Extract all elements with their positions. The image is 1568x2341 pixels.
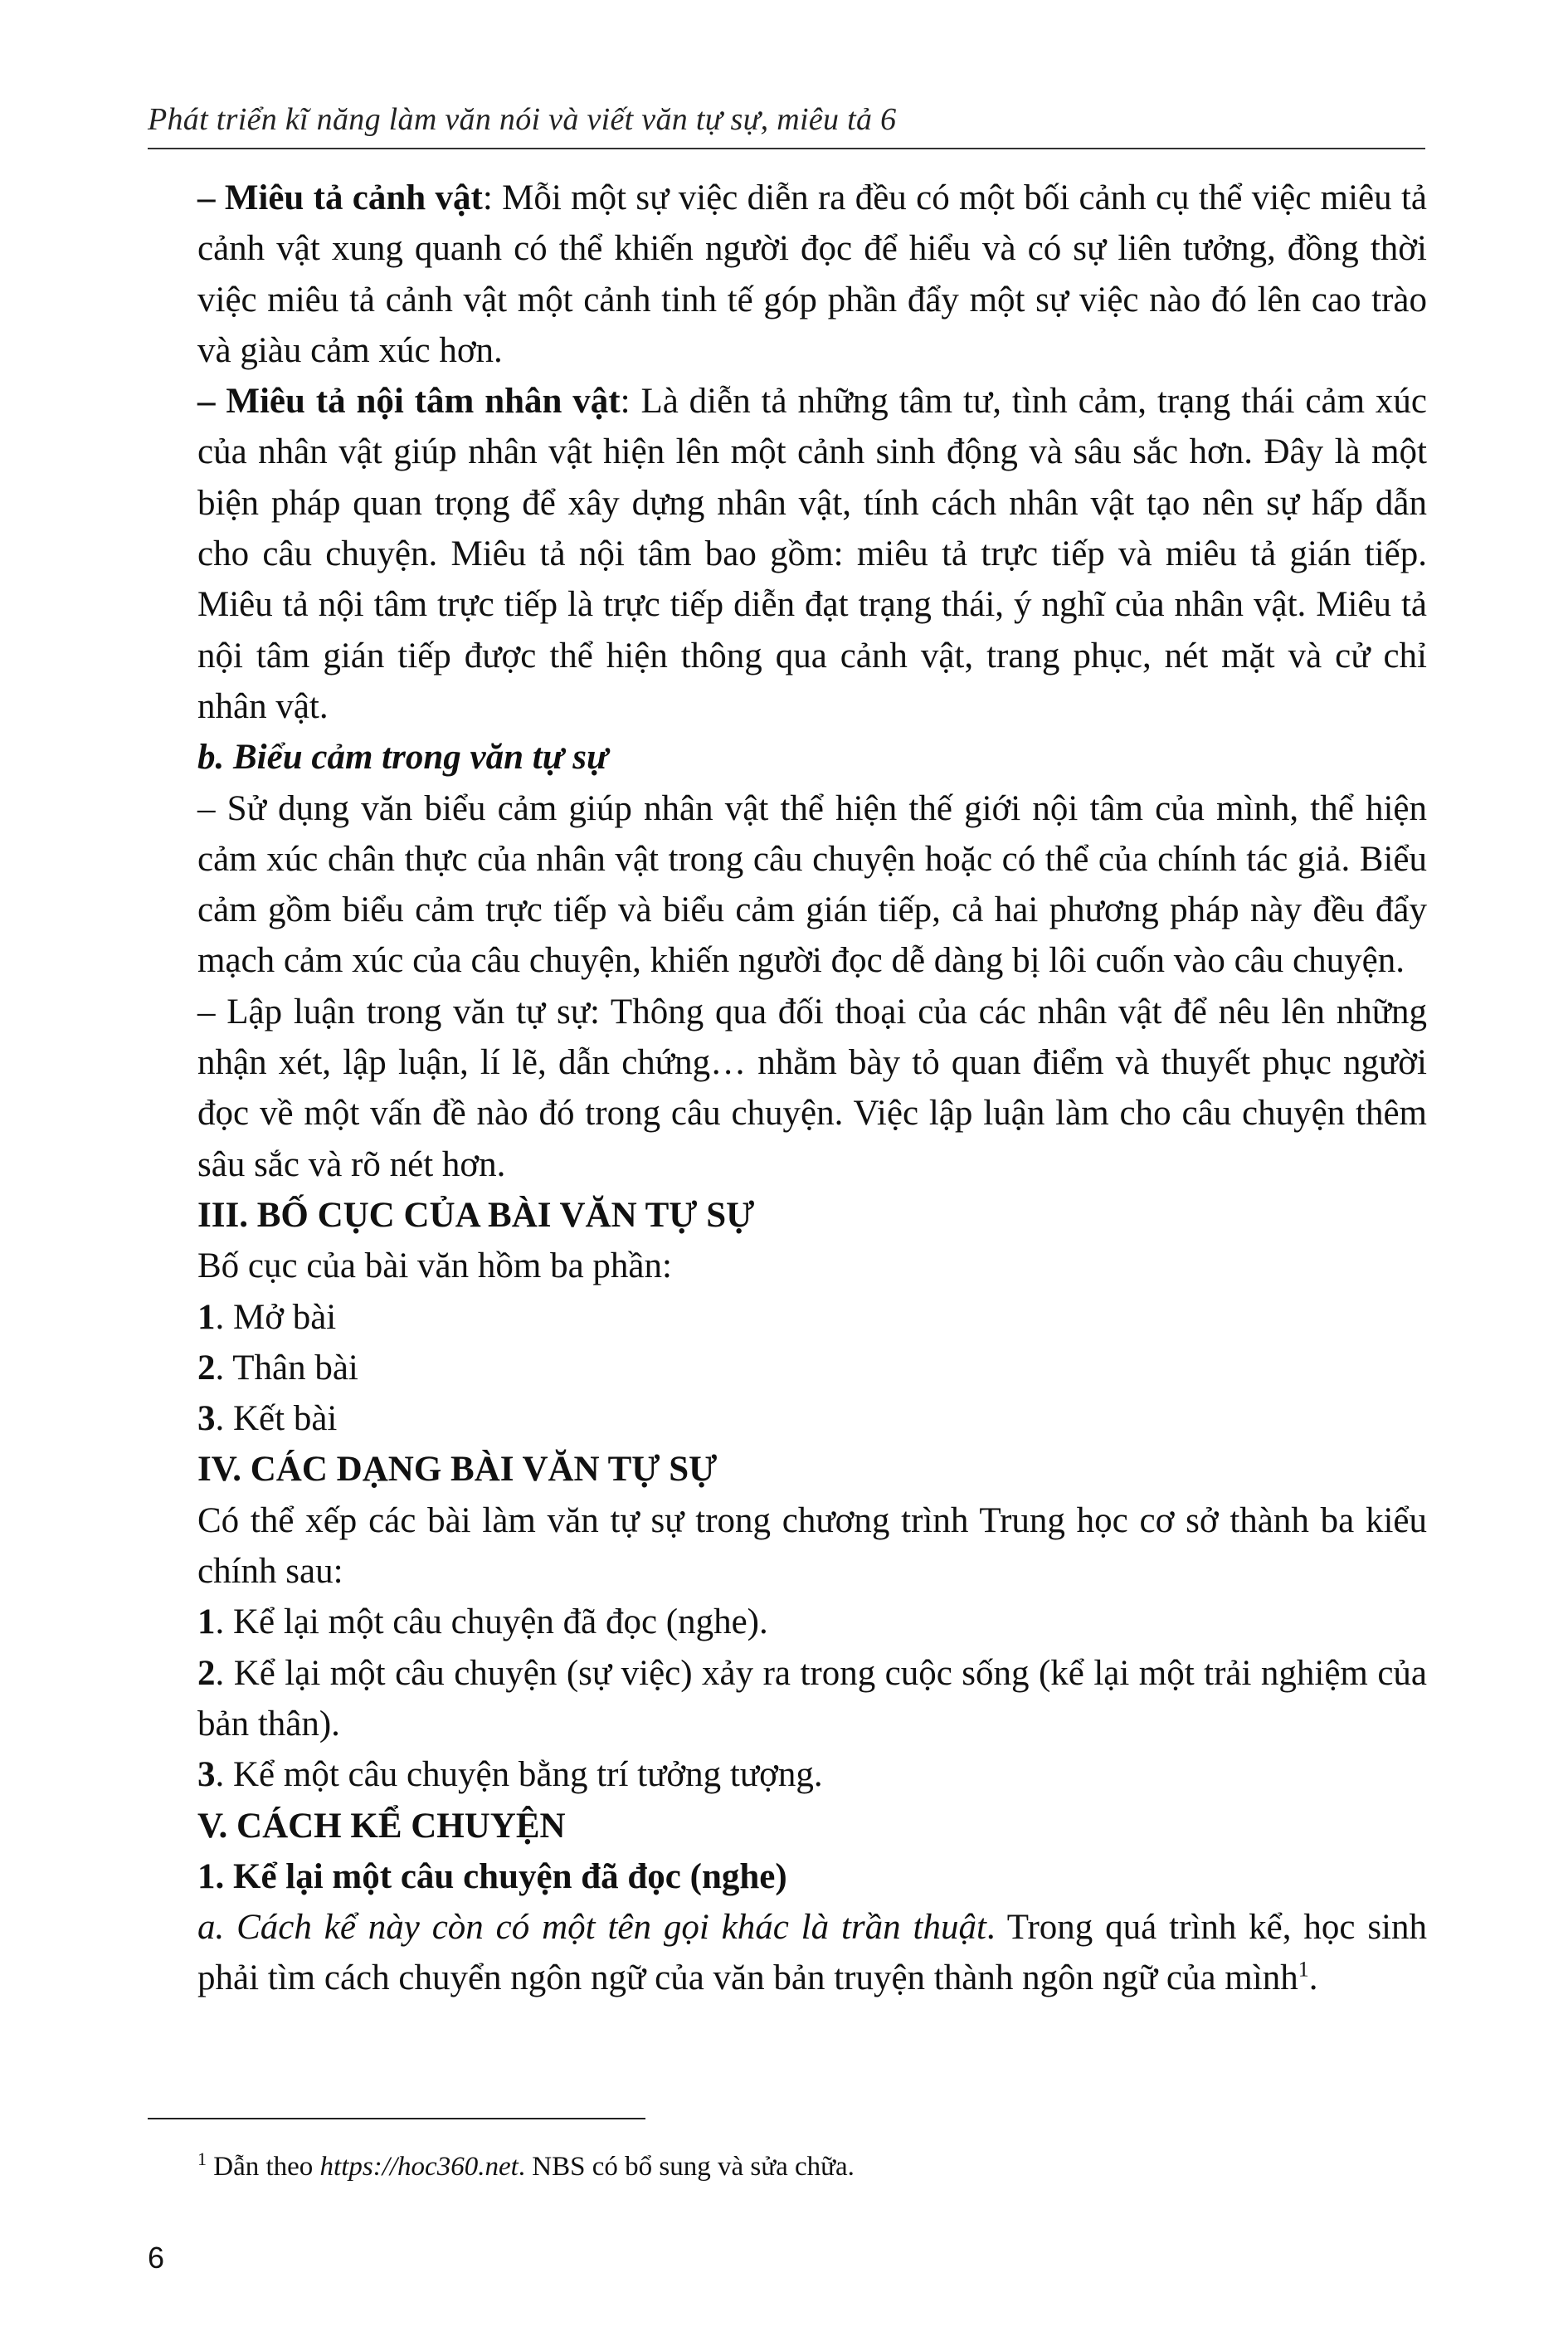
list-item	[197, 1393, 1427, 1444]
list-number: 1	[197, 1602, 216, 1642]
list-item	[197, 1749, 1427, 1800]
page-body	[197, 173, 1427, 2004]
heading-structure: III. BỐ CỤC CỦA BÀI VĂN TỰ SỰ	[197, 1195, 755, 1235]
list-text: . Thân bài	[215, 1348, 358, 1388]
paragraph-text: : Mỗi một sự việc diễn ra đều có một bối cảnh cụ thể việc miêu tả cảnh vật xung quanh có thể khiến người đọc để hiểu và có sự liên tưởng, đồng thời việc miêu tả cảnh vật một cảnh tinh tế góp phần đẩy một sự việc nào đó lên cao trào và giàu cảm xúc hơn.	[197, 178, 1427, 370]
running-header	[148, 101, 1425, 138]
running-title: Phát triển kĩ năng làm văn nói và viết văn tự sự, miêu tả 6	[148, 102, 897, 137]
list-number: 3	[197, 1755, 216, 1795]
term-label: – Miêu tả nội tâm nhân vật	[197, 382, 621, 422]
list-text: . Kể một câu chuyện bằng trí tưởng tượng.	[215, 1755, 823, 1795]
paragraph-structure-intro: Bố cục của bài văn hồm ba phần:	[197, 1246, 672, 1286]
structure-list	[197, 1292, 1427, 1445]
footnote-source-link[interactable]: https://hoc360.net	[319, 2152, 519, 2182]
heading-storytelling: V. CÁCH KỂ CHUYỆN	[197, 1806, 566, 1846]
paragraph-text: . Trong quá trình kể, học sinh phải tìm cách chuyển ngôn ngữ của văn bản truyện thành ngôn ngữ của mình	[197, 1908, 1427, 1998]
footnote	[197, 2141, 1425, 2185]
list-text: . Mở bài	[215, 1297, 337, 1337]
list-number: 1	[197, 1297, 216, 1337]
footnote-divider	[148, 2118, 645, 2119]
footnote-reference[interactable]: 1	[1298, 1958, 1309, 1983]
list-item	[197, 1597, 1427, 1647]
paragraph-text: : Là diễn tả những tâm tư, tình cảm, trạng thái cảm xúc của nhân vật giúp nhân vật hiện lên một cảnh sinh động và sâu sắc hơn. Đây là một biện pháp quan trọng để xây dựng nhân vật, tính cách nhân vật tạo nên sự hấp dẫn cho câu chuyện. Miêu tả nội tâm bao gồm: miêu tả trực tiếp và miêu tả gián tiếp. Miêu tả nội tâm trực tiếp là trực tiếp diễn đạt trạng thái, ý nghĩ của nhân vật. Miêu tả nội tâm gián tiếp được thể hiện thông qua cảnh vật, trang phục, nét mặt và cử chỉ nhân vật.	[197, 382, 1427, 726]
subheading-retell: 1. Kể lại một câu chuyện đã đọc (nghe)	[197, 1856, 787, 1896]
subheading-b: b. Biểu cảm trong văn tự sự	[197, 738, 608, 778]
paragraph-inner-description	[197, 376, 1427, 732]
page-number: 6	[148, 2241, 165, 2275]
paragraph-landscape-description	[197, 173, 1427, 376]
list-text: . Kể lại một câu chuyện đã đọc (nghe).	[215, 1602, 768, 1642]
list-number: 2	[197, 1348, 216, 1388]
heading-types: IV. CÁC DẠNG BÀI VĂN TỰ SỰ	[197, 1450, 718, 1490]
list-text: . Kết bài	[215, 1399, 338, 1439]
paragraph-narration	[197, 1902, 1427, 2004]
paragraph-end: .	[1308, 1958, 1318, 1998]
footnote-prefix: Dẫn theo	[207, 2152, 320, 2182]
footnote-marker: 1	[197, 2148, 207, 2169]
paragraph-argument: – Lập luận trong văn tự sự: Thông qua đối thoại của các nhân vật để nêu lên những nhận xét, lập luận, lí lẽ, dẫn chứng… nhằm bày tỏ quan điểm và thuyết phục người đọc về một vấn đề nào đó trong câu chuyện. Việc lập luận làm cho câu chuyện thêm sâu sắc và rõ nét hơn.	[197, 992, 1427, 1184]
list-item	[197, 1343, 1427, 1393]
paragraph-expressive: – Sử dụng văn biểu cảm giúp nhân vật thể hiện thế giới nội tâm của mình, thể hiện cảm xúc chân thực của nhân vật trong câu chuyện hoặc có thể của chính tác giả. Biểu cảm gồm biểu cảm trực tiếp và biểu cảm gián tiếp, cả hai phương pháp này đều đẩy mạch cảm xúc của câu chuyện, khiến người đọc dễ dàng bị lôi cuốn vào câu chuyện.	[197, 788, 1427, 981]
list-item	[197, 1648, 1427, 1750]
italic-lead: a. Cách kể này còn có một tên gọi khác là trần thuật	[197, 1908, 986, 1948]
list-number: 3	[197, 1399, 216, 1439]
footnote-suffix: . NBS có bổ sung và sửa chữa.	[518, 2152, 855, 2182]
list-item	[197, 1292, 1427, 1343]
term-label: – Miêu tả cảnh vật	[197, 178, 483, 217]
paragraph-types-intro: Có thể xếp các bài làm văn tự sự trong chương trình Trung học cơ sở thành ba kiểu chính sau:	[197, 1500, 1427, 1592]
types-list	[197, 1597, 1427, 1800]
list-number: 2	[197, 1653, 216, 1693]
list-text: . Kể lại một câu chuyện (sự việc) xảy ra trong cuộc sống (kể lại một trải nghiệm của bản thân).	[197, 1653, 1427, 1744]
